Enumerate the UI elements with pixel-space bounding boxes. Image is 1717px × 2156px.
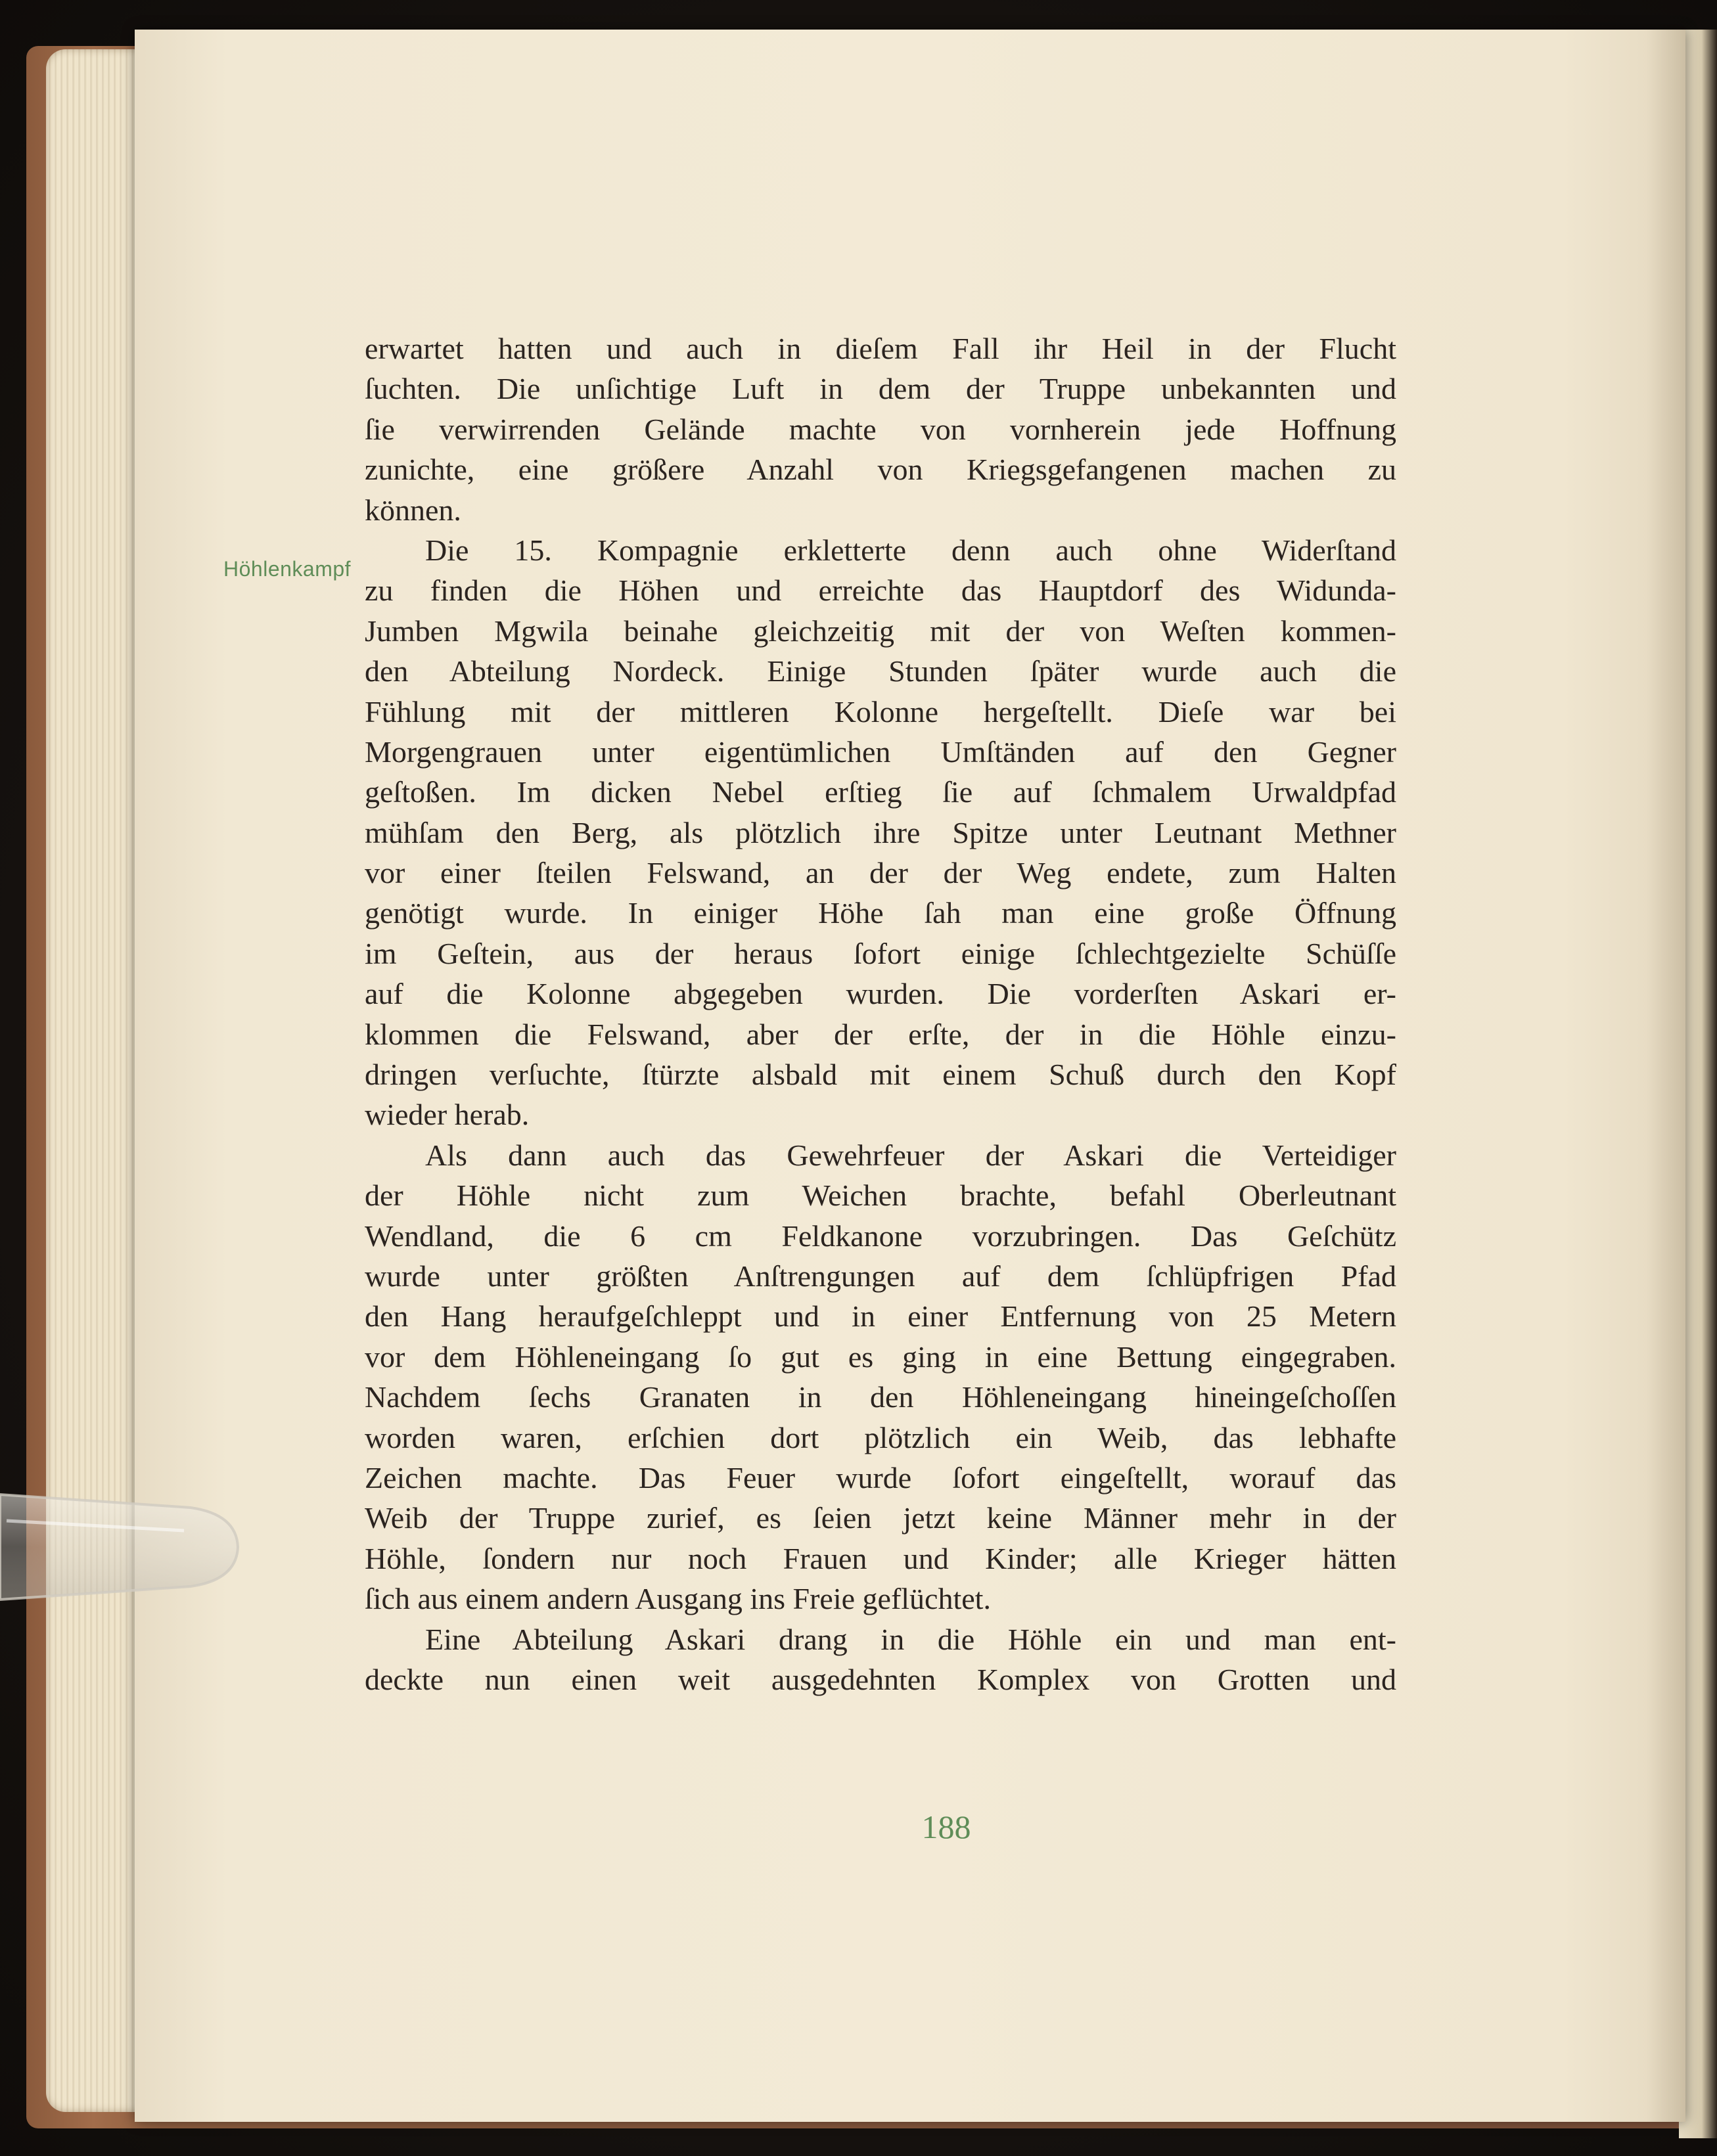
text-line: im Geſtein, aus der heraus ſofort einige ſchlechtgezielte Schüſſe [365,936,1396,970]
text-line: ſuchten. Die unſichtige Luft in dem der Truppe unbekannten und [365,372,1396,406]
text-line: Höhle, ſondern nur noch Frauen und Kinder; alle Krieger hätten [365,1541,1396,1575]
marginal-note: Höhlenkampf [223,557,352,581]
text-line: Als dann auch das Gewehrfeuer der Askari die Verteidiger [425,1138,1396,1172]
text-line: Jumben Mgwila beinahe gleichzeitig mit der von Weſten kommen- [365,614,1396,648]
text-line: zu finden die Höhen und erreichte das Hauptdorf des Widunda- [365,573,1396,608]
bookmark-clip [0,1481,243,1606]
text-line: Eine Abteilung Askari drang in die Höhle ein und man ent- [425,1622,1396,1656]
text-line: der Höhle nicht zum Weichen brachte, befahl Oberleutnant [365,1179,1396,1213]
body-text [365,328,1396,1699]
text-line: geſtoßen. Im dicken Nebel erſtieg ſie auf ſchmalem Urwaldpfad [365,775,1396,809]
text-line: Nachdem ſechs Granaten in den Höhleneingang hineingeſchoſſen [365,1380,1396,1414]
text-line: erwartet hatten und auch in dieſem Fall ihr Heil in der Flucht [365,332,1396,365]
gutter-shadow [1646,30,1685,2122]
text-line: zunichte, eine größere Anzahl von Kriegsgefangenen machen zu [365,453,1396,487]
text-line: ſich aus einem andern Ausgang ins Freie geflüchtet. [365,1582,991,1616]
text-line: Fühlung mit der mittleren Kolonne hergeſtellt. Dieſe war bei [365,694,1396,729]
page-number: 188 [921,1808,971,1845]
text-line: wurde unter größten Anſtrengungen auf dem ſchlüpfrigen Pfad [365,1259,1396,1293]
text-line: Morgengrauen unter eigentümlichen Umſtänden auf den Gegner [365,734,1396,769]
text-line: Die 15. Kompagnie erkletterte denn auch ohne Widerſtand [425,533,1396,567]
text-line: ſie verwirrenden Gelände machte von vornherein jede Hoffnung [365,412,1396,446]
text-line: mühſam den Berg, als plötzlich ihre Spitze unter Leutnant Methner [365,815,1396,849]
text-line: Weib der Truppe zurief, es ſeien jetzt keine Männer mehr in der [365,1501,1396,1535]
text-line: können. [365,493,461,527]
text-line: vor einer ſteilen Felswand, an der der Weg endete, zum Halten [365,856,1396,890]
text-line: den Abteilung Nordeck. Einige Stunden ſpäter wurde auch die [365,654,1396,688]
text-line: worden waren, erſchien dort plötzlich ein Weib, das lebhafte [365,1420,1396,1454]
text-line: auf die Kolonne abgegeben wurden. Die vorderſten Askari er- [365,977,1396,1011]
text-line: wieder herab. [365,1098,530,1132]
text-line: dringen verſuchte, ſtürzte alsbald mit einem Schuß durch den Kopf [365,1058,1396,1092]
text-line: klommen die Felswand, aber der erſte, der in die Höhle einzu- [365,1017,1396,1051]
text-line: genötigt wurde. In einiger Höhe ſah man eine große Öffnung [365,896,1396,930]
text-line: deckte nun einen weit ausgedehnten Komplex von Grotten und [365,1662,1396,1696]
text-line: den Hang heraufgeſchleppt und in einer Entfernung von 25 Metern [365,1299,1396,1334]
text-line: Wendland, die 6 cm Feldkanone vorzubringen. Das Geſchütz [365,1219,1396,1253]
text-line: Zeichen machte. Das Feuer wurde ſofort eingeſtellt, worauf das [365,1460,1396,1494]
text-line: vor dem Höhleneingang ſo gut es ging in eine Bettung eingegraben. [365,1339,1396,1374]
